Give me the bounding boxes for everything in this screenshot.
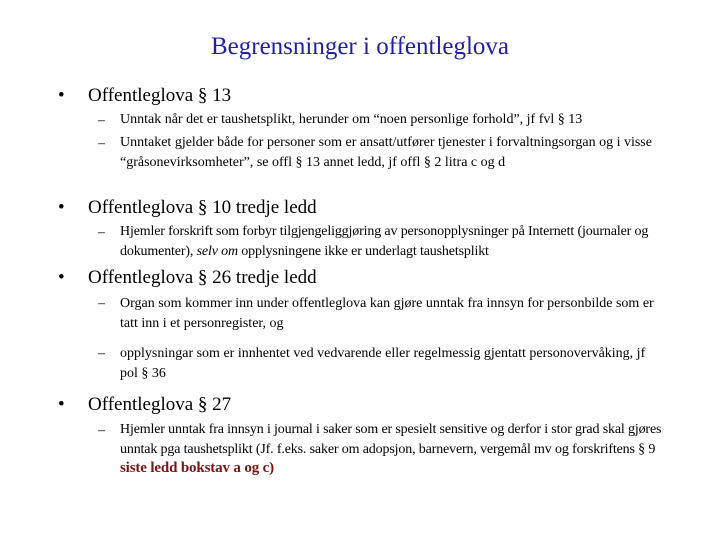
list-item: opplysningar som er innhentet ved vedvarende eller regelmessig gjentatt personovervåking, jf pol § 36 — [120, 346, 646, 381]
list-item: Organ som kommer inn under offentleglova kan gjøre unntak fra innsyn for personbilde som er tatt inn i et personregister, og — [120, 296, 654, 331]
list-item: Unntaket gjelder både for personer som er ansatt/utfører tjenester i forvaltningsorgan og i visse “gråsonevirksomheter”, se offl § 13 annet ledd, jf offl § 2 litra c og d — [120, 135, 652, 170]
item-emphasis: selv om — [196, 243, 238, 259]
bullet-marker: • — [58, 394, 65, 415]
bullet-marker: • — [58, 85, 65, 106]
dash-marker: – — [98, 296, 105, 311]
section-heading: Offentleglova § 10 tredje ledd — [88, 197, 317, 218]
list-item — [120, 420, 665, 479]
section-heading: Offentleglova § 26 tredje ledd — [88, 267, 317, 288]
bullet-marker: • — [58, 267, 65, 288]
bullet-marker: • — [58, 197, 65, 218]
item-text: opplysningene ikke er underlagt taushetsplikt — [237, 243, 489, 259]
list-item: Unntak når det er taushetsplikt, herunder om “noen personlige forhold”, jf fvl § 13 — [120, 112, 583, 127]
section-heading: Offentleglova § 27 — [88, 394, 232, 415]
list-item — [120, 222, 665, 261]
dash-marker: – — [98, 136, 105, 151]
dash-marker: – — [98, 346, 105, 361]
section-heading: Offentleglova § 13 — [88, 85, 232, 106]
dash-marker: – — [98, 225, 105, 240]
item-text: Hjemler forskrift som forbyr tilgjengeliggjøring av personopplysninger på Internett (journaler og dokumenter), — [120, 224, 649, 259]
item-text: Hjemler unntak fra innsyn i journal i saker som er spesielt sensitive og derfor i stor grad skal gjøres unntak pga taushetsplikt (Jf. f.eks. saker om adopsjon, barnevern, vergemål mv og forskriftens § 9 — [120, 422, 662, 457]
dash-marker: – — [98, 113, 105, 128]
item-emphasis: siste ledd bokstav a og c) — [120, 460, 275, 476]
slide-title: Begrensninger i offentleglova — [210, 33, 510, 60]
dash-marker: – — [98, 423, 105, 438]
